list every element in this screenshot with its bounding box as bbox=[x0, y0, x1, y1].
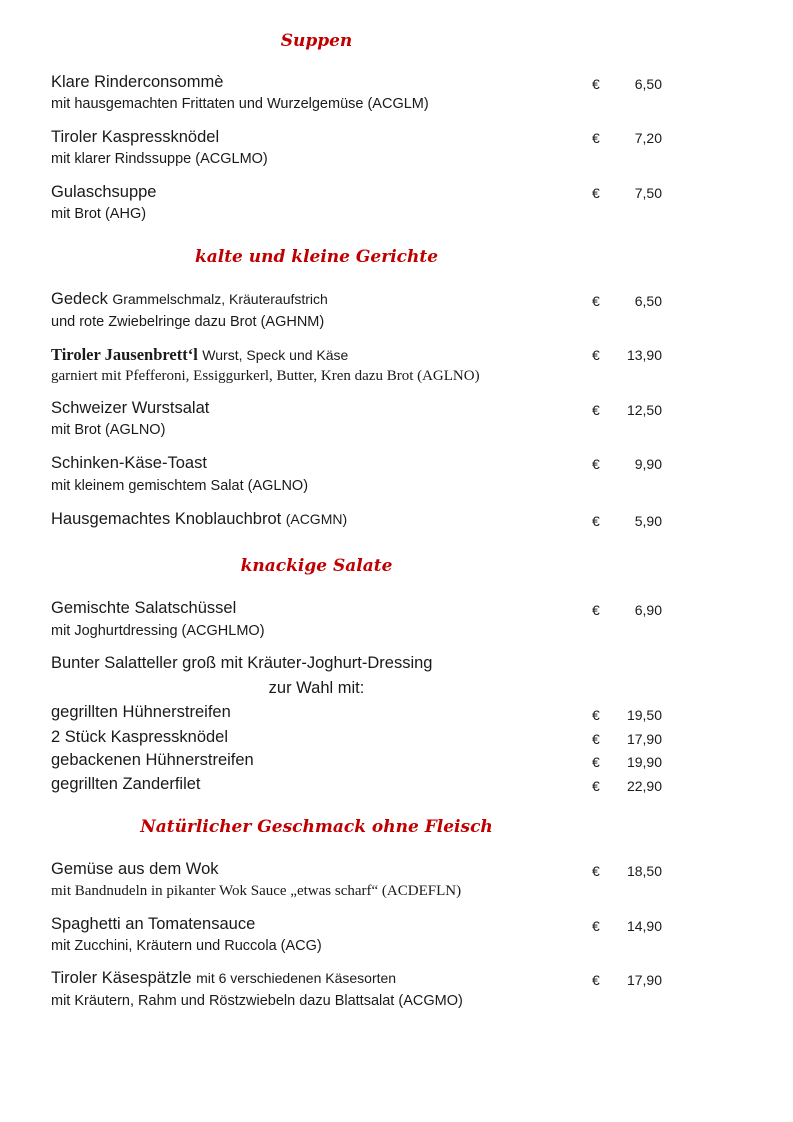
menu-item-price: 7,50 bbox=[634, 185, 662, 201]
menu-item-name: Schinken-Käse-Toast bbox=[51, 454, 207, 472]
menu-item-description: mit hausgemachten Frittaten und Wurzelgemüse (ACGLM) bbox=[51, 96, 429, 112]
menu-item-name: Spaghetti an Tomatensauce bbox=[51, 915, 256, 933]
menu-item-price: 6,50 bbox=[634, 293, 662, 309]
section-title-suppen: Suppen bbox=[280, 31, 353, 51]
menu-item-price: 5,90 bbox=[634, 513, 662, 529]
menu-item-price: 12,50 bbox=[626, 402, 662, 418]
menu-item-description: mit Brot (AGLNO) bbox=[51, 422, 166, 438]
menu-item-name: Gedeck bbox=[51, 290, 108, 308]
menu-item-description: mit Bandnudeln in pikanter Wok Sauce „etwas scharf“ (ACDEFLN) bbox=[51, 883, 462, 899]
menu-item-name-line bbox=[51, 969, 396, 988]
salad-option-price: 19,90 bbox=[626, 754, 662, 770]
currency-symbol: € bbox=[592, 402, 600, 418]
salad-plate-choice-label: zur Wahl mit: bbox=[268, 679, 365, 697]
menu-item-price: 6,50 bbox=[634, 76, 662, 92]
menu-item-inline-note: mit 6 verschiedenen Käsesorten bbox=[196, 970, 397, 986]
menu-item-inline-note: Wurst, Speck und Käse bbox=[202, 347, 349, 363]
currency-symbol: € bbox=[592, 972, 600, 988]
salad-option-price: 17,90 bbox=[626, 731, 662, 747]
menu-item-name: Gemischte Salatschüssel bbox=[51, 599, 237, 617]
currency-symbol: € bbox=[592, 778, 600, 794]
currency-symbol: € bbox=[592, 918, 600, 934]
menu-item-inline-note: (ACGMN) bbox=[285, 511, 348, 527]
currency-symbol: € bbox=[592, 754, 600, 770]
menu-item-name: Gemüse aus dem Wok bbox=[51, 860, 219, 878]
salad-option-name: 2 Stück Kaspressknödel bbox=[51, 728, 229, 746]
menu-item-inline-note: Grammelschmalz, Kräuteraufstrich bbox=[112, 291, 328, 307]
salad-option-name: gegrillten Zanderfilet bbox=[51, 775, 201, 793]
menu-item-price: 13,90 bbox=[626, 347, 662, 363]
section-title-vegetarisch: Natürlicher Geschmack ohne Fleisch bbox=[140, 817, 493, 837]
currency-symbol: € bbox=[592, 76, 600, 92]
salad-option-name: gebackenen Hühnerstreifen bbox=[51, 751, 254, 769]
menu-item-name: Schweizer Wurstsalat bbox=[51, 399, 210, 417]
currency-symbol: € bbox=[592, 707, 600, 723]
menu-item-description: und rote Zwiebelringe dazu Brot (AGHNM) bbox=[51, 314, 325, 330]
currency-symbol: € bbox=[592, 456, 600, 472]
menu-item-name: Tiroler Kaspressknödel bbox=[51, 128, 220, 146]
menu-item-description: mit Brot (AHG) bbox=[51, 206, 147, 222]
currency-symbol: € bbox=[592, 347, 600, 363]
menu-item-name: Tiroler Käsespätzle bbox=[51, 969, 192, 987]
currency-symbol: € bbox=[592, 130, 600, 146]
section-title-salate: knackige Salate bbox=[240, 556, 393, 576]
menu-item-name: Gulaschsuppe bbox=[51, 183, 157, 201]
menu-item-name: Klare Rinderconsommè bbox=[51, 73, 224, 91]
salad-option-price: 22,90 bbox=[626, 778, 662, 794]
currency-symbol: € bbox=[592, 731, 600, 747]
currency-symbol: € bbox=[592, 863, 600, 879]
menu-item-description: mit Joghurtdressing (ACGHLMO) bbox=[51, 623, 265, 639]
menu-item-description: mit klarer Rindssuppe (ACGLMO) bbox=[51, 151, 268, 167]
menu-item-name-line bbox=[51, 290, 328, 309]
menu-item-price: 17,90 bbox=[626, 972, 662, 988]
menu-item-price: 7,20 bbox=[634, 130, 662, 146]
salad-plate-title: Bunter Salatteller groß mit Kräuter-Joghurt-Dressing bbox=[51, 654, 433, 672]
section-title-kalte: kalte und kleine Gerichte bbox=[194, 247, 439, 267]
menu-item-name-line bbox=[51, 345, 348, 365]
menu-item-name: Hausgemachtes Knoblauchbrot bbox=[51, 510, 282, 528]
menu-item-price: 18,50 bbox=[626, 863, 662, 879]
menu-item-name: Tiroler Jausenbrett‘l bbox=[51, 345, 198, 364]
menu-item-description: mit Zucchini, Kräutern und Ruccola (ACG) bbox=[51, 938, 322, 954]
menu-item-price: 14,90 bbox=[626, 918, 662, 934]
menu-item-price: 9,90 bbox=[634, 456, 662, 472]
menu-item-name-line bbox=[51, 510, 347, 529]
menu-item-description: mit kleinem gemischtem Salat (AGLNO) bbox=[51, 478, 309, 494]
currency-symbol: € bbox=[592, 602, 600, 618]
currency-symbol: € bbox=[592, 185, 600, 201]
salad-option-name: gegrillten Hühnerstreifen bbox=[51, 703, 231, 721]
currency-symbol: € bbox=[592, 293, 600, 309]
menu-item-price: 6,90 bbox=[634, 602, 662, 618]
menu-item-description: mit Kräutern, Rahm und Röstzwiebeln dazu Blattsalat (ACGMO) bbox=[51, 993, 463, 1009]
salad-option-price: 19,50 bbox=[626, 707, 662, 723]
currency-symbol: € bbox=[592, 513, 600, 529]
menu-item-description: garniert mit Pfefferoni, Essiggurkerl, Butter, Kren dazu Brot (AGLNO) bbox=[51, 368, 480, 384]
